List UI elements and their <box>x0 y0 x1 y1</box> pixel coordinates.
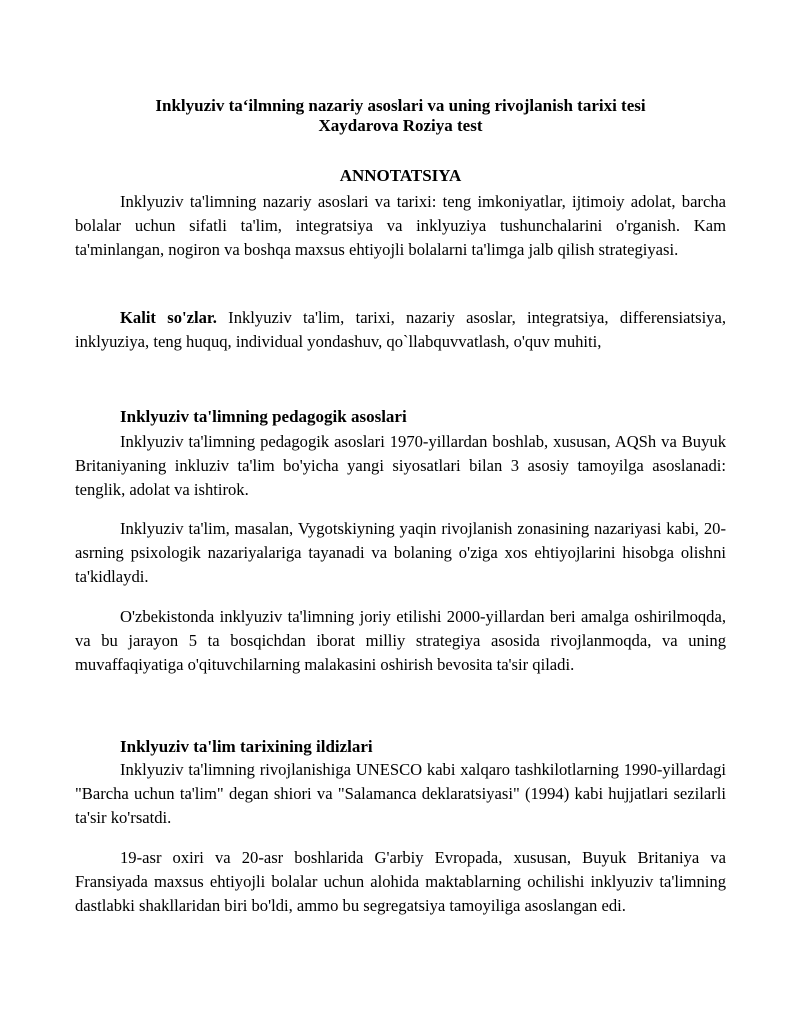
annotation-heading: ANNOTATSIYA <box>339 166 462 185</box>
section2-paragraph: Inklyuziv ta'limning rivojlanishiga UNESCO kabi xalqaro tashkilotlarning 1990-yillardagi "Barcha uchun ta'lim" degan shiori va "Salamanca deklaratsiyasi" (1994) kabi hujjatlari sezilarli ta'sir ko'rsatdi. <box>75 760 726 827</box>
author-line: Xaydarova Roziya test <box>318 116 483 135</box>
keywords-text: Inklyuziv ta'lim, tarixi, nazariy asoslar, integratsiya, differensiatsiya, inklyuziya, teng huquq, individual yondashuv, qo`llabquvvatlash, o'quv muhiti, <box>75 308 726 351</box>
document-title: Inklyuziv ta‘ilmning nazariy asoslari va uning rivojlanish tarixi tesi <box>155 96 646 115</box>
annotation-paragraph: Inklyuziv ta'limning nazariy asoslari va tarixi: teng imkoniyatlar, ijtimoiy adolat, barcha bolalar uchun sifatli ta'lim, integratsiya va inklyuziya tushunchalarini o'rganish. Kam ta'minlangan, nogiron va boshqa maxsus ehtiyojli bolalarni ta'limga jalb qilish strategiyasi. <box>75 192 726 259</box>
section1-paragraph: O'zbekistonda inklyuziv ta'limning joriy etilishi 2000-yillardan beri amalga oshirilmoqda, va bu jarayon 5 ta bosqichdan iborat milliy strategiya asosida rivojlanmoqda, va uning muvaffaqiyatiga o'qituvchilarning malakasini oshirish bevosita ta'sir qiladi. <box>75 607 726 674</box>
section-heading-tarix: Inklyuziv ta'lim tarixining ildizlari <box>120 737 373 756</box>
section2-paragraph: 19-asr oxiri va 20-asr boshlarida G'arbiy Evropada, xususan, Buyuk Britaniya va Fransiyada maxsus ehtiyojli bolalar uchun alohida maktablarning ochilishi inklyuziv ta'limning dastlabki shakllaridan biri bo'ldi, ammo bu segregatsiya tamoyiliga asoslangan edi. <box>75 848 726 915</box>
keywords-paragraph <box>75 306 726 354</box>
section-heading-pedagogik: Inklyuziv ta'limning pedagogik asoslari <box>120 407 407 426</box>
section1-paragraph: Inklyuziv ta'lim, masalan, Vygotskiyning yaqin rivojlanish zonasining nazariyasi kabi, 20-asrning psixologik nazariyalariga tayanadi va bolaning o'ziga xos ehtiyojlarini hisobga olishni ta'kidlaydi. <box>75 519 726 586</box>
section1-paragraph: Inklyuziv ta'limning pedagogik asoslari 1970-yillardan boshlab, xususan, AQSh va Buyuk Britaniyaning inkluziv ta'lim bo'yicha yangi siyosatlari bilan 3 asosiy tamoyilga asoslanadi: tenglik, adolat va ishtirok. <box>75 432 726 499</box>
keywords-label: Kalit so'zlar. <box>120 308 217 327</box>
